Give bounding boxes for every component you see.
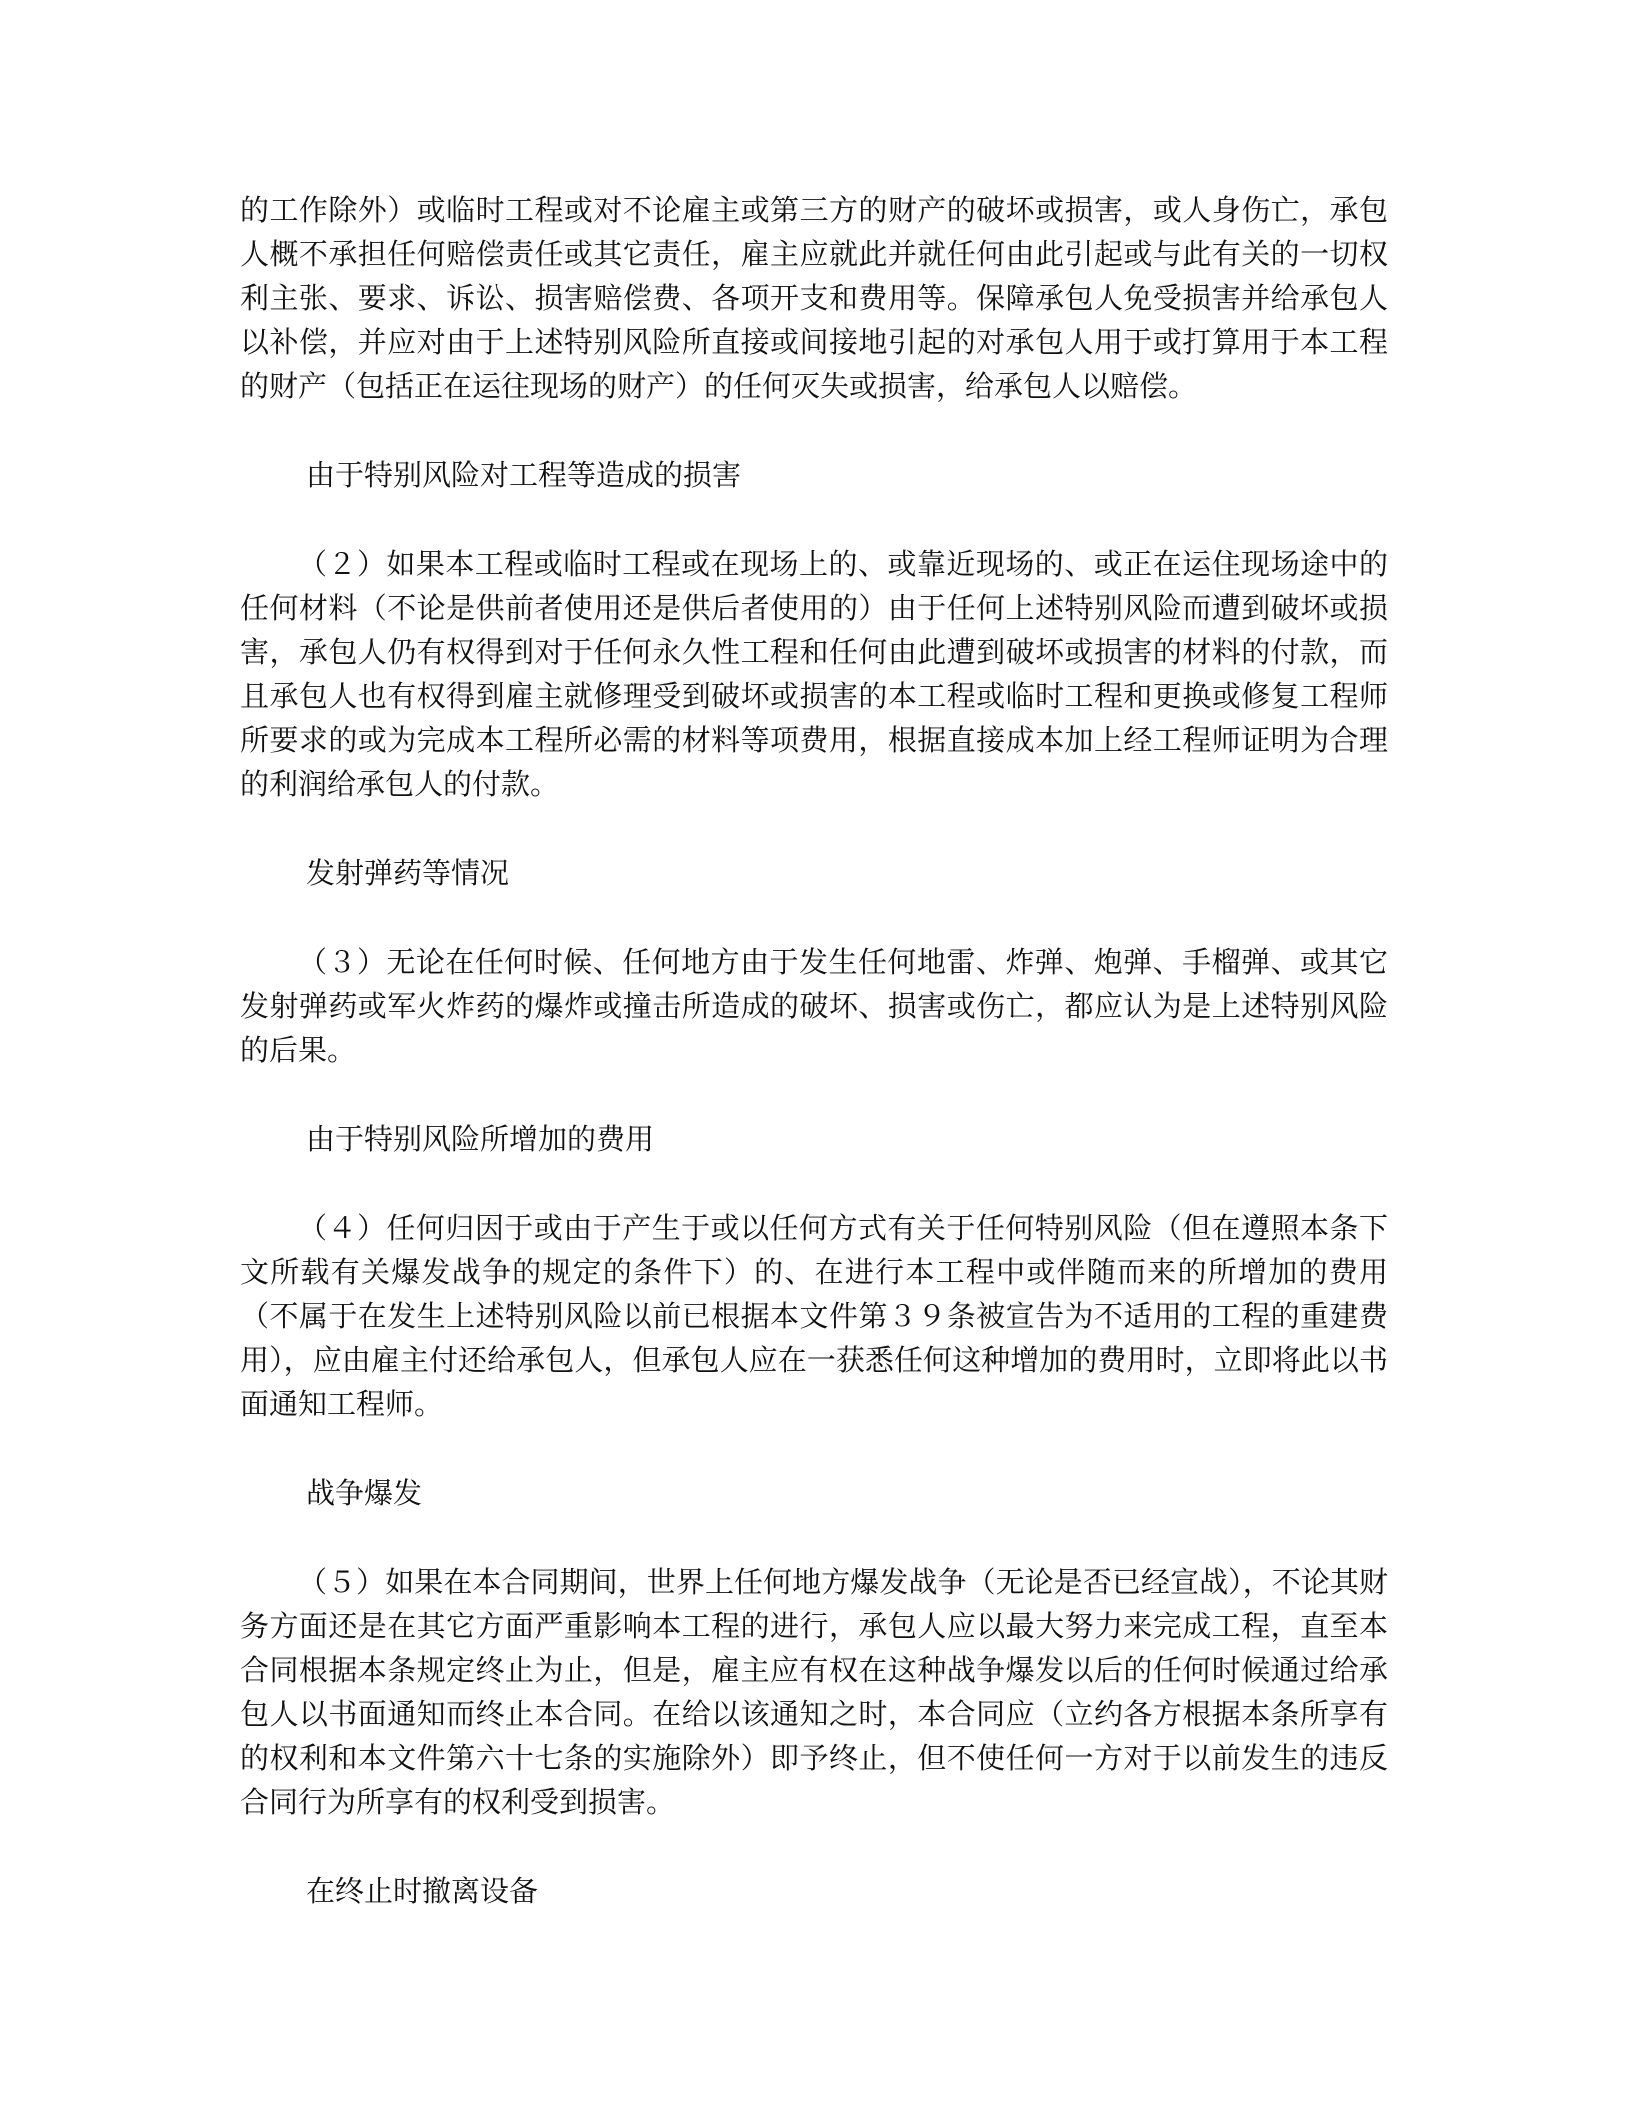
section-heading-damage-to-works: 由于特别风险对工程等造成的损害 <box>306 458 742 492</box>
spacer <box>240 895 1388 940</box>
spacer <box>240 806 1388 851</box>
spacer <box>240 1072 1388 1117</box>
paragraph-clause-5: （５）如果在本合同期间，世界上任何地方爆发战争（无论是否已经宣战），不论其财务方面还是在其它方面严重影响本工程的进行，承包人应以最大努力来完成工程，直至本合同根据本条规定终止为止，但是，雇主应有权在这种战争爆发以后的任何时候通过给承包人以书面通知而终止本合同。在给以该通知之时，本合同应（立约各方根据本条所享有的权利和本文件第六十七条的实施除外）即予终止，但不使任何一方对于以前发生的违反合同行为所享有的权利受到损害。 <box>240 1565 1388 1819</box>
paragraph-liability-continuation: 的工作除外）或临时工程或对不论雇主或第三方的财产的破坏或损害，或人身伤亡，承包人概不承担任何赔偿责任或其它责任，雇主应就此并就任何由此引起或与此有关的一切权利主张、要求、诉讼、损害赔偿费、各项开支和费用等。保障承包人免受损害并给承包人以补偿，并应对由于上述特别风险所直接或间接地引起的对承包人用于或打算用于本工程的财产（包括正在运往现场的财产）的任何灭失或损害，给承包人以赔偿。 <box>240 193 1388 403</box>
spacer <box>240 1824 1388 1869</box>
section-heading-removal-of-plant: 在终止时撤离设备 <box>306 1874 539 1908</box>
spacer <box>240 497 1388 542</box>
section-heading-projectiles: 发射弹药等情况 <box>306 856 510 890</box>
spacer <box>240 1426 1388 1471</box>
document-page <box>240 188 1388 1913</box>
spacer <box>240 1161 1388 1206</box>
spacer <box>240 408 1388 453</box>
section-heading-increased-costs: 由于特别风险所增加的费用 <box>306 1122 655 1156</box>
paragraph-clause-4: （４）任何归因于或由于产生于或以任何方式有关于任何特别风险（但在遵照本条下文所载有关爆发战争的规定的条件下）的、在进行本工程中或伴随而来的所增加的费用（不属于在发生上述特别风险以前已根据本文件第３９条被宣告为不适用的工程的重建费用），应由雇主付还给承包人，但承包人应在一获悉任何这种增加的费用时，立即将此以书面通知工程师。 <box>240 1211 1388 1421</box>
paragraph-clause-2: （２）如果本工程或临时工程或在现场上的、或靠近现场的、或正在运住现场途中的任何材料（不论是供前者使用还是供后者使用的）由于任何上述特别风险而遭到破坏或损害，承包人仍有权得到对于任何永久性工程和任何由此遭到破坏或损害的材料的付款，而且承包人也有权得到雇主就修理受到破坏或损害的本工程或临时工程和更换或修复工程师所要求的或为完成本工程所必需的材料等项费用，根据直接成本加上经工程师证明为合理的利润给承包人的付款。 <box>240 547 1388 801</box>
section-heading-outbreak-of-war: 战争爆发 <box>306 1476 423 1510</box>
paragraph-clause-3: （３）无论在任何时候、任何地方由于发生任何地雷、炸弹、炮弹、手榴弹、或其它发射弹药或军火炸药的爆炸或撞击所造成的破坏、损害或伤亡，都应认为是上述特别风险的后果。 <box>240 945 1388 1067</box>
spacer <box>240 1515 1388 1560</box>
